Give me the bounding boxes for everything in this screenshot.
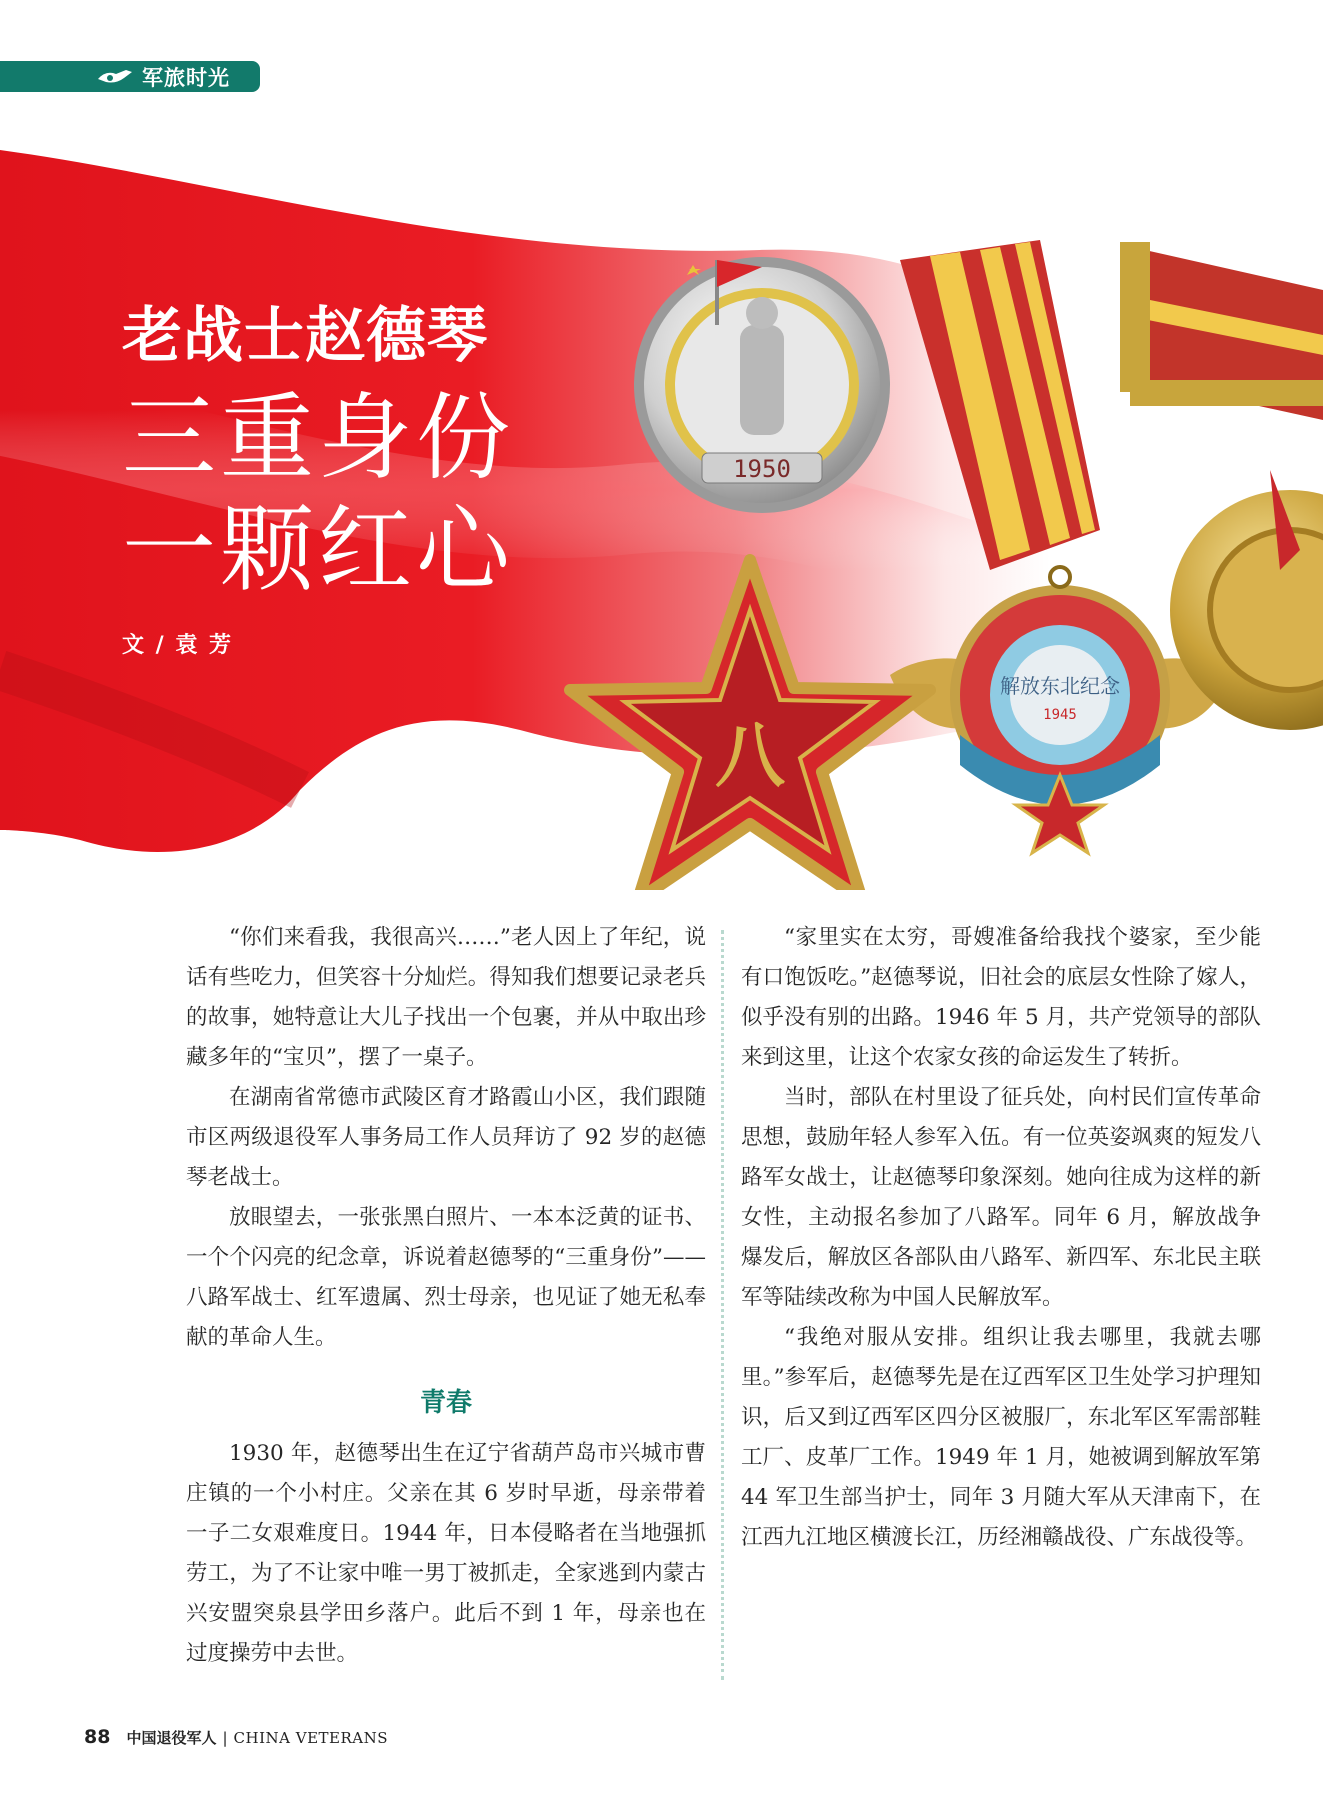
svg-text:解放东北纪念: 解放东北纪念 [1000,674,1120,698]
section-tag-label: 军旅时光 [142,65,230,90]
medal-silver [634,257,890,513]
footer-separator: | [222,1729,228,1747]
section-tag [0,61,260,92]
article-column-right [741,918,1261,1558]
paragraph: “家里实在太穷，哥嫂准备给我找个婆家，至少能有口饱饭吃。”赵德琴说，旧社会的底层女性除了嫁人，似乎没有别的出路。1946 年 5 月，共产党领导的部队来到这里，让这个农家女孩的命运发生了转折。 [741,925,1261,1070]
headline-title-line1: 三重身份 [122,384,515,493]
headline-kicker: 老战士赵德琴 [122,301,488,371]
paragraph: 放眼望去，一张张黑白照片、一本本泛黄的证书、一个个闪亮的纪念章，诉说着赵德琴的“三重身份”——八路军战士、红军遗属、烈士母亲，也见证了她无私奉献的革命人生。 [186,1205,706,1350]
article-column-left [186,918,706,1674]
byline: 文 / 袁 芳 [122,633,234,658]
svg-text:1945: 1945 [1043,707,1077,723]
paragraph: 当时，部队在村里设了征兵处，向村民们宣传革命思想，鼓励年轻人参军入伍。有一位英姿飒爽的短发八路军女战士，让赵德琴印象深刻。她向往成为这样的新女性，主动报名参加了八路军。同年 6 月，解放战争爆发后，解放区各部队由八路军、新四军、东北民主联军等陆续改称为中国人民解放军。 [741,1085,1261,1310]
paragraph: 在湖南省常德市武陵区育才路霞山小区，我们跟随市区两级退役军人事务局工作人员拜访了 92 岁的赵德琴老战士。 [186,1085,706,1190]
magazine-name-en: CHINA VETERANS [233,1729,389,1747]
paragraph: 1930 年，赵德琴出生在辽宁省葫芦岛市兴城市曹庄镇的一个小村庄。父亲在其 6 岁时早逝，母亲带着一子二女艰难度日。1944 年，日本侵略者在当地强抓劳工，为了不让家中唯一男丁被抓走，全家逃到内蒙古兴安盟突泉县学田乡落户。此后不到 1 年，母亲也在过度操劳中去世。 [186,1441,706,1666]
page-number: 88 [84,1726,111,1748]
section-subhead: 青春 [419,1388,472,1418]
medal-ribbon-2 [1120,242,1323,420]
svg-text:八: 八 [715,715,785,797]
magazine-name: 中国退役军人 [126,1729,217,1747]
page-footer [84,1726,388,1748]
column-divider [721,930,724,1680]
paragraph: “你们来看我，我很高兴……”老人因上了年纪，说话有些吃力，但笑容十分灿烂。得知我们想要记录老兵的故事，她特意让大儿子找出一个包裹，并从中取出珍藏多年的“宝贝”，摆了一桌子。 [186,925,706,1070]
section-logo-icon [96,66,134,88]
paragraph: “我绝对服从安排。组织让我去哪里，我就去哪里。”参军后，赵德琴先是在辽西军区卫生处学习护理知识，后又到辽西军区四分区被服厂，东北军区军需部鞋工厂、皮革厂工作。1949 年 1 月，她被调到解放军第 44 军卫生部当护士，同年 3 月随大军从天津南下，在江西九江地区横渡长江，历经湘赣战役、广东战役等。 [741,1325,1261,1550]
svg-text:1950: 1950 [733,455,791,483]
headline-title-line2: 一颗红心 [122,496,515,605]
